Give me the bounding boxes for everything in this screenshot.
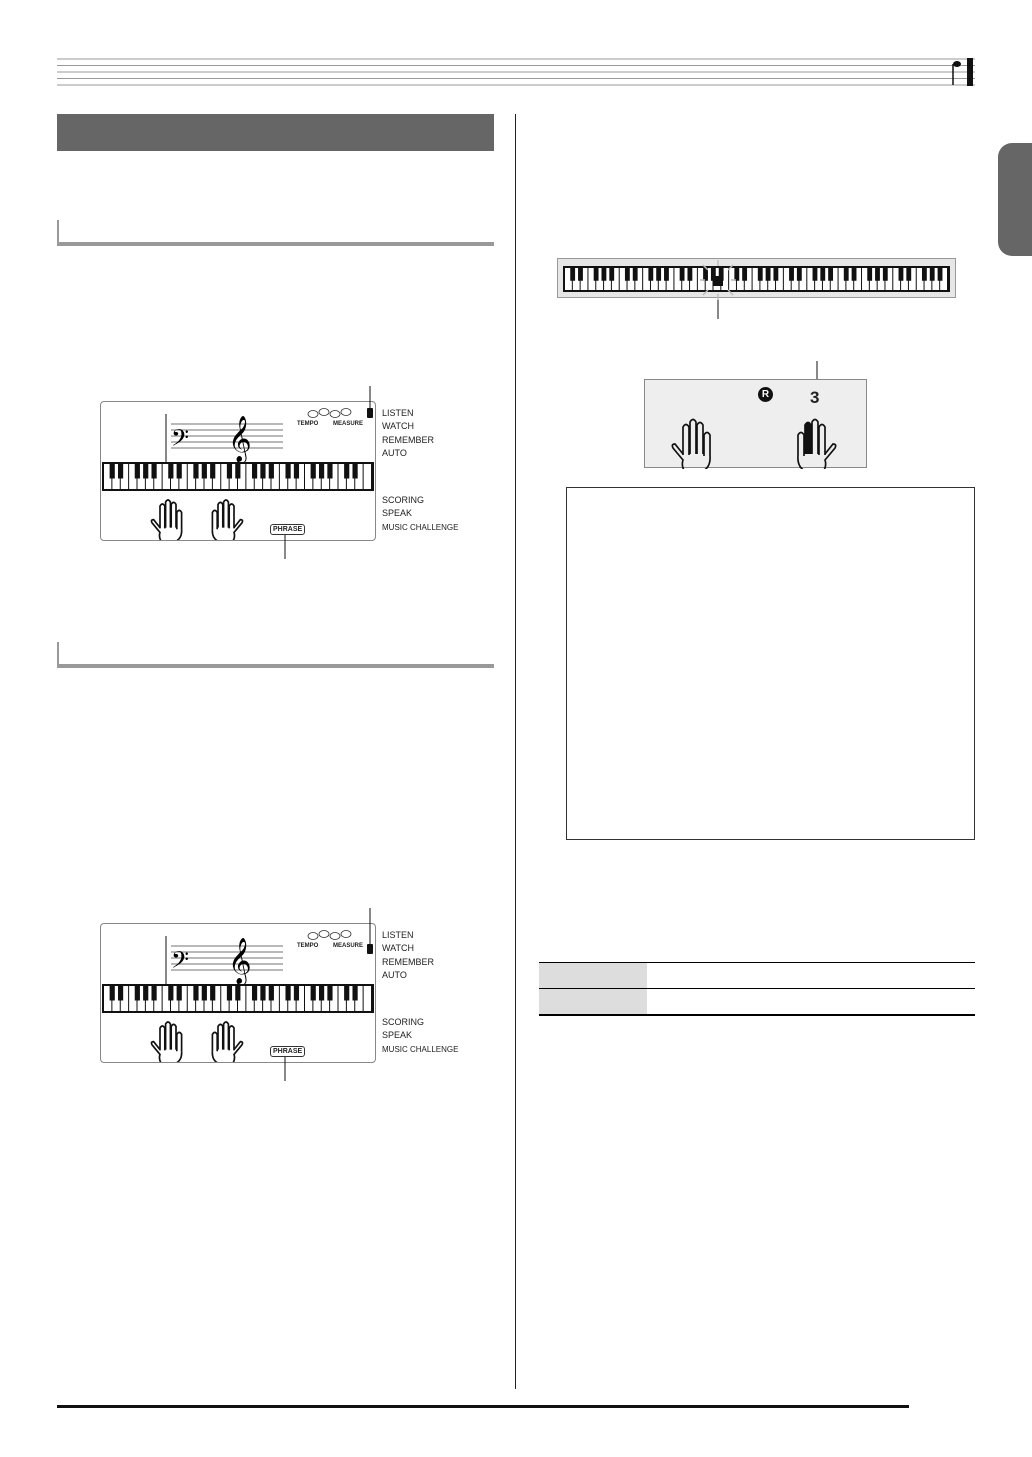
section-heading-bar: [57, 114, 494, 151]
phrase-callout-2: [280, 1057, 290, 1082]
table-row: [539, 963, 975, 989]
indicator-dot: [319, 409, 329, 416]
spec-table: [539, 962, 975, 1016]
phrase-callout-1: [280, 535, 290, 560]
column-divider: [515, 114, 516, 1389]
keyboard-keys: [563, 266, 950, 292]
indicator-dot: [319, 931, 329, 938]
mode-list-bottom-2: [382, 1016, 458, 1056]
mode-watch: WATCH: [382, 943, 414, 954]
mode-auto: AUTO: [382, 970, 407, 981]
note-icon: [953, 61, 961, 67]
mode-listen: LISTEN: [382, 930, 414, 940]
finger-number: 3: [810, 388, 820, 407]
mode-listen: LISTEN: [382, 408, 414, 418]
indicator-dot: [330, 411, 340, 418]
treble-clef-icon: 𝄞: [228, 417, 252, 461]
mode-scoring: SCORING: [382, 1017, 425, 1027]
lcd-display-2: [100, 923, 376, 1063]
phrase-indicator: PHRASE: [270, 1046, 305, 1057]
hand-icon: [212, 1022, 242, 1062]
keyboard-diagram: [558, 259, 957, 299]
right-hand-marker: R: [758, 387, 773, 402]
hand-icon: [212, 500, 242, 540]
mode-music-challenge: MUSIC CHALLENGE: [382, 1044, 459, 1054]
tempo-label: TEMPO: [297, 421, 319, 427]
indicator-dot: [308, 411, 318, 418]
hands-art: [645, 380, 868, 469]
indicator-dot: [330, 933, 340, 940]
footer-rule: [57, 1405, 909, 1408]
tempo-label: TEMPO: [297, 943, 319, 949]
finger-display: [644, 379, 867, 468]
mode-music-challenge: MUSIC CHALLENGE: [382, 522, 459, 532]
mode-watch: WATCH: [382, 421, 414, 432]
mode-list-bottom-1: [382, 494, 458, 534]
lit-key-highlight: [700, 258, 736, 320]
keyboard-keys: [102, 984, 374, 1013]
indicator-dot: [341, 931, 351, 938]
mode-remember: REMEMBER: [382, 434, 435, 445]
phrase-indicator: PHRASE: [270, 524, 305, 535]
mode-list-top-1: [382, 407, 434, 461]
mode-scoring: SCORING: [382, 495, 425, 505]
lcd-display-1: [100, 401, 376, 541]
mode-remember: REMEMBER: [382, 956, 435, 967]
header-staff: [57, 58, 975, 86]
table-row: [539, 989, 975, 1016]
bass-clef-icon: 𝄢: [171, 425, 190, 456]
mode-speak: SPEAK: [382, 1030, 413, 1041]
keyboard-keys: [102, 462, 374, 491]
hand-icon: [672, 420, 710, 470]
keyboard-diagram-frame: [557, 258, 956, 298]
hand-icon: [151, 1022, 181, 1062]
subheading-2: [57, 642, 494, 668]
indicator-dot: [308, 933, 318, 940]
hand-icon: [798, 420, 836, 470]
subheading-1: [57, 220, 494, 246]
mode-auto: AUTO: [382, 448, 407, 459]
measure-label: MEASURE: [333, 943, 364, 949]
mode-speak: SPEAK: [382, 508, 413, 519]
treble-clef-icon: 𝄞: [228, 939, 252, 983]
measure-label: MEASURE: [333, 421, 364, 427]
info-box: [566, 487, 975, 840]
hand-icon: [151, 500, 181, 540]
chapter-tab: [998, 143, 1032, 256]
indicator-dot: [341, 409, 351, 416]
mode-list-top-2: [382, 929, 434, 983]
bass-clef-icon: 𝄢: [171, 947, 190, 978]
